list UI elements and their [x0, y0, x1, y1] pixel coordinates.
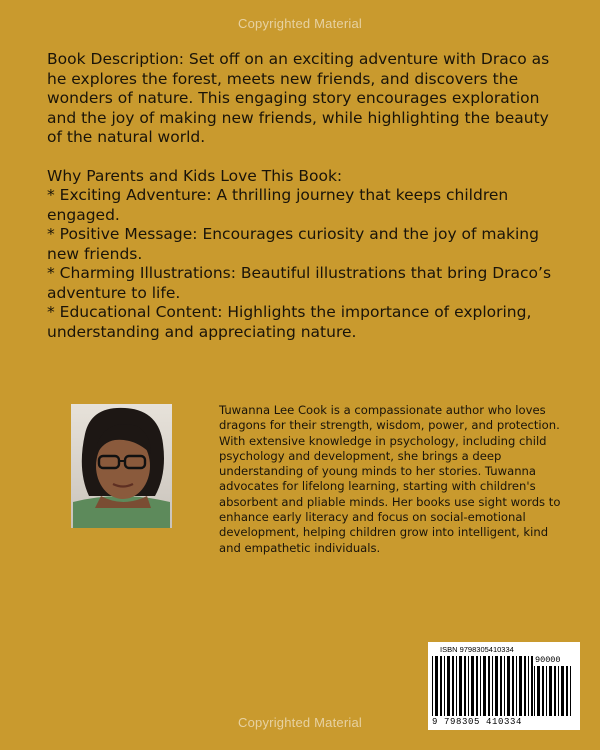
barcode-bar	[507, 656, 510, 716]
barcode-bar	[537, 666, 540, 716]
why-heading: Why Parents and Kids Love This Book:	[47, 166, 343, 185]
barcode-bar	[492, 656, 493, 716]
bullet-item: * Educational Content: Highlights the importance of exploring, understanding and appreciating nature.	[47, 303, 532, 341]
barcode-bar	[500, 656, 502, 716]
price-code: 90000	[535, 655, 561, 665]
price-barcode-bars	[534, 666, 574, 718]
bullet-item: * Charming Illustrations: Beautiful illustrations that bring Draco’s adventure to life.	[47, 264, 552, 302]
description-paragraph: Book Description: Set off on an exciting adventure with Draco as he explores the forest, meets new friends, and discovers the wonders of nature. This engaging story encourages exploration and the joy of making new friends, while highlighting the beauty of the natural world.	[47, 50, 550, 146]
bullet-item: * Positive Message: Encourages curiosity and the joy of making new friends.	[47, 225, 539, 263]
barcode-bar	[444, 656, 445, 716]
barcode-bar	[549, 666, 552, 716]
barcode-bar	[435, 656, 438, 716]
barcode-bar	[570, 666, 571, 716]
barcode-bar	[452, 656, 454, 716]
bullet-item: * Exciting Adventure: A thrilling journey that keeps children engaged.	[47, 186, 509, 224]
barcode-bar	[480, 656, 481, 716]
copyright-watermark-bottom: Copyrighted Material	[238, 715, 362, 730]
barcode-bar	[440, 656, 442, 716]
barcode-bar	[459, 656, 462, 716]
barcode-bar	[488, 656, 490, 716]
barcode-bar	[432, 656, 433, 716]
barcode-bar	[519, 656, 522, 716]
barcode-bar	[512, 656, 514, 716]
barcode-bar	[483, 656, 486, 716]
barcode-bar	[528, 656, 529, 716]
barcode-bar	[534, 666, 535, 716]
barcode-bar	[476, 656, 478, 716]
author-photo	[71, 404, 172, 528]
barcode-bar	[516, 656, 517, 716]
barcode-bar	[456, 656, 457, 716]
barcode-bar	[558, 666, 559, 716]
barcode-bar	[464, 656, 466, 716]
book-description	[47, 50, 562, 342]
barcode-bar	[546, 666, 547, 716]
barcode-bar	[504, 656, 505, 716]
author-portrait-image	[71, 404, 172, 528]
barcode-bar	[524, 656, 526, 716]
barcode-bars	[432, 656, 533, 716]
barcode-bar	[471, 656, 474, 716]
barcode-bar	[495, 656, 498, 716]
barcode-digits: 9 798305 410334	[432, 717, 523, 727]
barcode-bar	[468, 656, 469, 716]
barcode-bar	[447, 656, 450, 716]
barcode-bar	[531, 656, 533, 716]
barcode-bar	[561, 666, 564, 716]
barcode-bar	[542, 666, 544, 716]
isbn-label: ISBN 9798305410334	[440, 645, 514, 654]
barcode-bar	[566, 666, 568, 716]
barcode-bar	[554, 666, 556, 716]
copyright-watermark-top: Copyrighted Material	[238, 16, 362, 31]
author-bio: Tuwanna Lee Cook is a compassionate author who loves dragons for their strength, wisdom, power, and protection. With extensive knowledge in psychology, including child psychology and development, she brings a deep understanding of young minds to her stories. Tuwanna advocates for lifelong learning, starting with children's absorbent and pliable minds. Her books use sight words to enhance early literacy and focus on social-emotional development, helping children grow into intelligent, kind and empathetic individuals.	[219, 403, 561, 555]
